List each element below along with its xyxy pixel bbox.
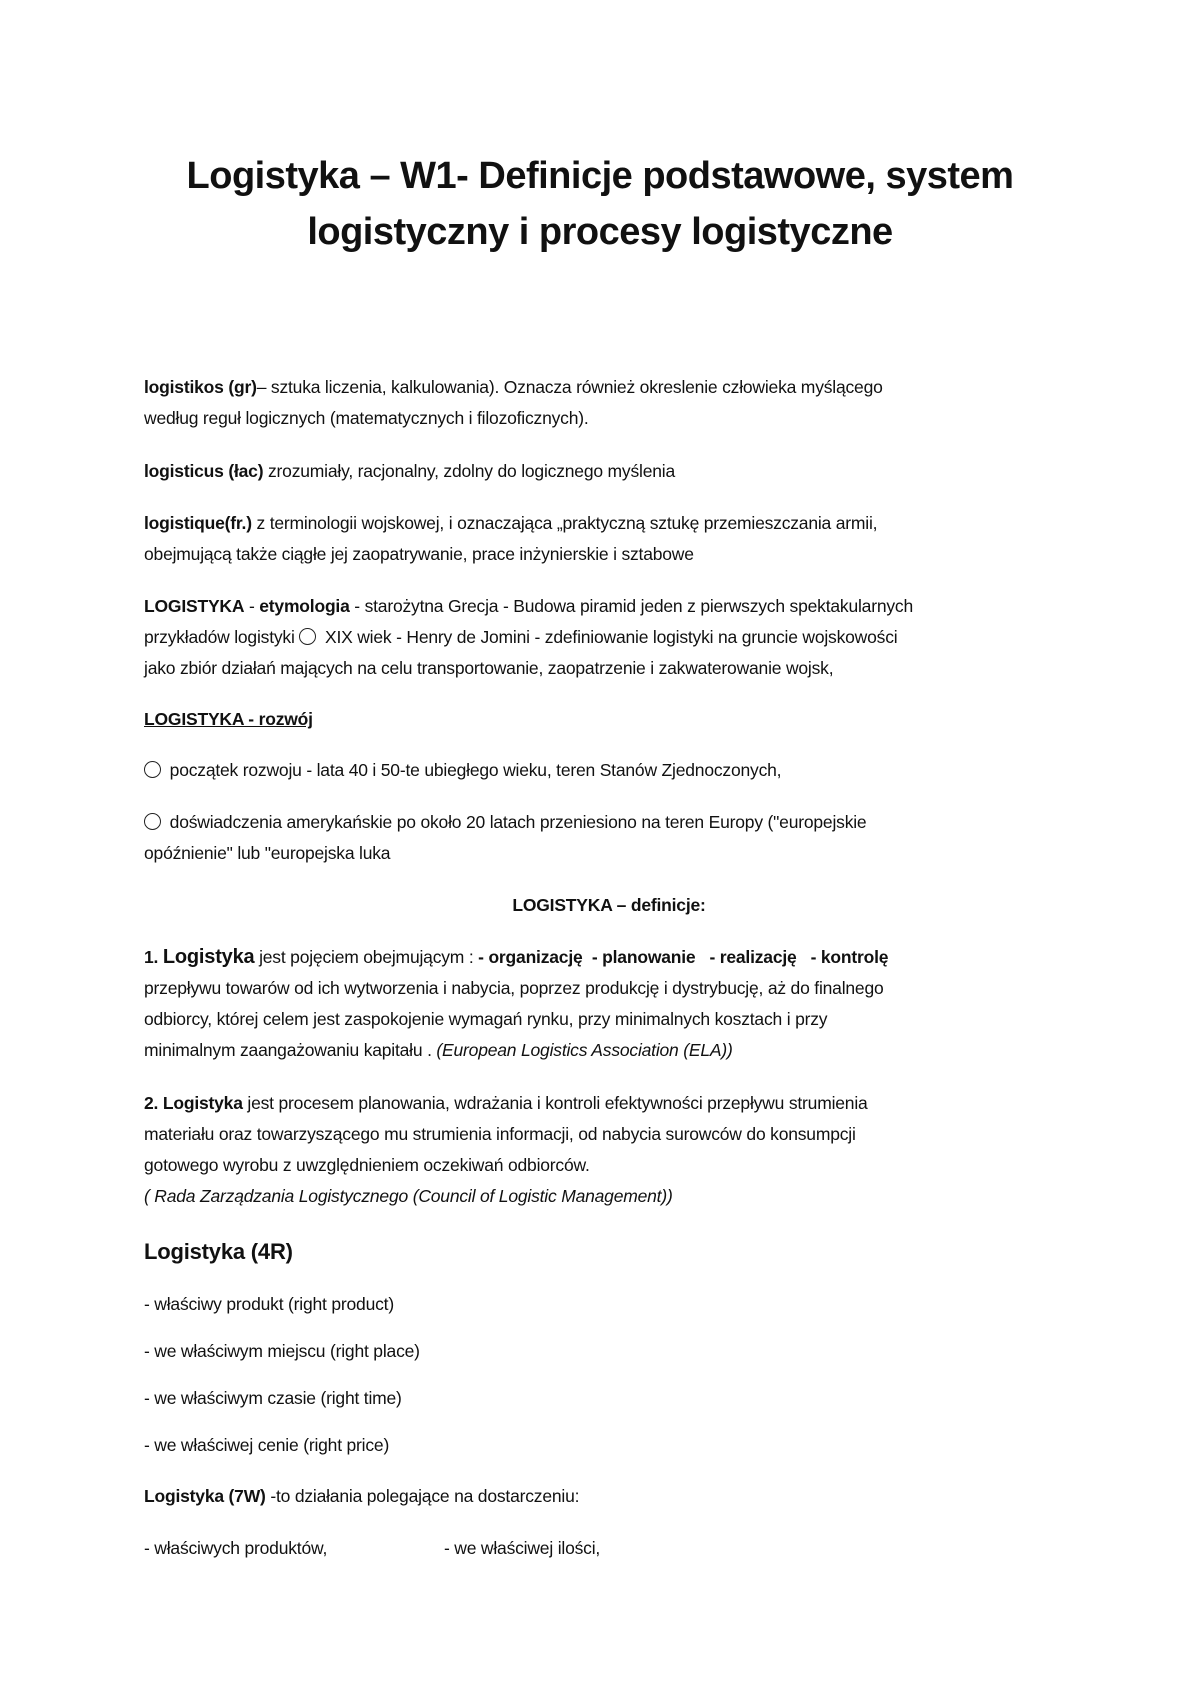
rozwoj-heading: LOGISTYKA - rozwój [144, 709, 313, 729]
list-item [144, 1289, 1074, 1320]
paragraph-etymologia [144, 591, 1074, 684]
term-logistique: logistique(fr.) [144, 513, 252, 533]
text: jest procesem planowania, wdrażania i kontroli efektywności przepływu strumienia [242, 1093, 868, 1113]
text: - kontrolę [810, 947, 889, 967]
term-logistyka: Logistyka [162, 946, 255, 968]
term-7w: Logistyka (7W) [144, 1486, 266, 1506]
text: - we właściwej cenie (right price) [144, 1435, 390, 1455]
text: gotowego wyrobu z uwzględnieniem oczekiwań odbiorców. [144, 1155, 590, 1175]
text: 2. [144, 1093, 163, 1113]
term-etymologia: etymologia [259, 596, 350, 616]
globe-icon [144, 761, 161, 778]
definicje-heading: LOGISTYKA – definicje: [512, 895, 706, 915]
list-item [144, 807, 1074, 869]
text: - we właściwej ilości, [444, 1538, 601, 1558]
text: materiału oraz towarzyszącego mu strumienia informacji, od nabycia surowców do konsumpcji [144, 1124, 856, 1144]
text: przykładów logistyki [144, 627, 300, 647]
text: - realizację [709, 947, 797, 967]
text: – sztuka liczenia, kalkulowania). Oznacza również okreslenie człowieka myślącego [256, 377, 883, 397]
definition-2 [144, 1088, 1074, 1212]
globe-icon [144, 813, 161, 830]
text: -to działania polegające na dostarczeniu: [265, 1486, 580, 1506]
paragraph-7w [144, 1481, 1074, 1512]
globe-icon [299, 628, 316, 645]
list-item [144, 1533, 1074, 1564]
text: obejmującą także ciągłe jej zaopatrywanie, prace inżynierskie i sztabowe [144, 544, 694, 564]
text: - we właściwym miejscu (right place) [144, 1341, 420, 1361]
section-heading: Logistyka (4R) [144, 1239, 293, 1264]
title-line-1: Logistyka – W1- Definicje podstawowe, system [186, 155, 1014, 197]
term-logistikos: logistikos (gr) [144, 377, 257, 397]
list-item [144, 755, 1074, 786]
text: według reguł logicznych (matematycznych i filozoficznych). [144, 408, 589, 428]
text: początek rozwoju - lata 40 i 50-te ubiegłego wieku, teren Stanów Zjednoczonych, [165, 760, 782, 780]
source-citation: (European Logistics Association (ELA)) [436, 1040, 733, 1060]
list-item [144, 1383, 1074, 1414]
text: - we właściwym czasie (right time) [144, 1388, 402, 1408]
list-item [144, 1430, 1074, 1461]
heading-4r [144, 1236, 1074, 1269]
paragraph-logistique [144, 508, 1074, 570]
document-title [120, 148, 1080, 260]
text: - [244, 596, 260, 616]
text: opóźnienie" lub "europejska luka [144, 843, 391, 863]
definition-1 [144, 942, 1074, 1066]
term-logistyka: LOGISTYKA [144, 596, 245, 616]
text: jako zbiór działań mających na celu transportowanie, zaopatrzenie i zakwaterowanie wojsk, [144, 658, 834, 678]
text: zrozumiały, racjonalny, zdolny do logicznego myślenia [263, 461, 675, 481]
text: minimalnym zaangażowaniu kapitału . [144, 1040, 437, 1060]
text: XIX wiek - Henry de Jomini - zdefiniowanie logistyki na gruncie wojskowości [320, 627, 898, 647]
term-logistyka: Logistyka [162, 1093, 243, 1113]
term-logisticus: logisticus (łac) [144, 461, 264, 481]
title-line-2: logistyczny i procesy logistyczne [307, 211, 893, 253]
text: 1. [144, 947, 163, 967]
text: jest pojęciem obejmującym : [254, 947, 479, 967]
text: odbiorcy, której celem jest zaspokojenie wymagań rynku, przy minimalnych kosztach i przy [144, 1009, 828, 1029]
text: z terminologii wojskowej, i oznaczająca „praktyczną sztukę przemieszczania armii, [251, 513, 878, 533]
text: doświadczenia amerykańskie po około 20 latach przeniesiono na teren Europy ("europejskie [165, 812, 867, 832]
paragraph-logistikos [144, 372, 1074, 434]
paragraph-logisticus [144, 456, 1074, 487]
text: - organizację [478, 947, 583, 967]
text: przepływu towarów od ich wytworzenia i nabycia, poprzez produkcję i dystrybucję, aż do finalnego [144, 978, 884, 998]
list-item [144, 1336, 1074, 1367]
text: - planowanie [591, 947, 696, 967]
text: - starożytna Grecja - Budowa piramid jeden z pierwszych spektakularnych [349, 596, 913, 616]
heading-rozwoj [144, 704, 1074, 735]
text: - właściwych produktów, [144, 1538, 328, 1558]
heading-definicje [144, 890, 1074, 921]
text: - właściwy produkt (right product) [144, 1294, 394, 1314]
source-citation: ( Rada Zarządzania Logistycznego (Council of Logistic Management)) [144, 1186, 673, 1206]
